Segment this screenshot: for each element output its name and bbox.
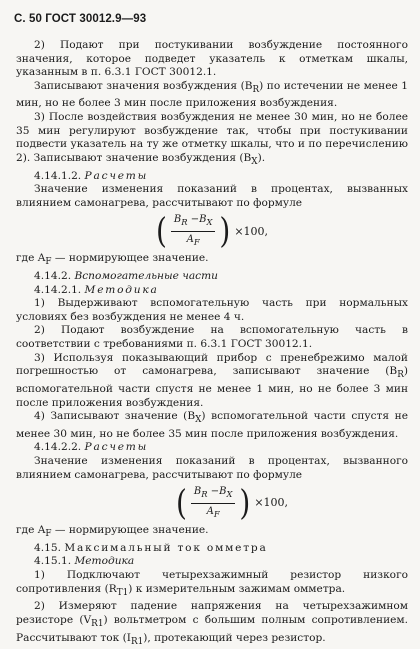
formula-2: ( $\frac{B_R -B_X}{A_F}$ ) ×100, [175,481,289,524]
right-paren: ) [239,481,251,524]
para-step-3: 3) После воздействия возбуждения не менее 30 мин, но не более 35 мин регулируют возбуждение так, чтобы при постукивании подвести указатель на ту же отметку шкалы, что и по перечислению 2). Записывают значение возбуждения $(B_X)$. [16,111,408,167]
para-aux-step-3: 3) Используя показывающий прибор с пренебрежимо малой погрешностью от самонагрева, записывают значение $(B_R)$ вспомогательной части спустя не менее 1 мин, но не более 3 мин после приложения возбуждения. [16,351,408,409]
para-calc-intro-1: Значение изменения показаний в процентах, вызванных влиянием самонагрева, рассчитывают по формуле [16,183,408,209]
section-4-15-1: 4.15.1. Методика [34,555,135,568]
para-aux-step-2: 2) Подают возбуждение на вспомогательную часть в соответствии с требованиями п. 6.3.1 ГОСТ 30012.1. [16,324,408,351]
left-paren: ( [155,210,167,252]
section-4-15: 4.15. Максимальный ток омметра [34,541,268,554]
para-aux-step-1: 1) Выдерживают вспомогательную часть при нормальных условиях без возбуждения не менее 4 ч. [16,297,408,323]
fraction-2: $\frac{B_R -B_X}{A_F}$ [191,485,236,521]
page-header: С. 50 ГОСТ 30012.9—93 [14,13,147,25]
para-aux-step-4: 4) Записывают значение $(B_X)$ вспомогательной части спустя не менее 30 мин, но не более 35 мин после приложения возбуждения. [16,410,408,440]
section-4-14-1-2: 4.14.1.2. Расчеты [34,169,149,182]
para-where-af-1: где $A_F$ — нормирующее значение. [16,252,209,268]
para-step-2: 2) Подают при постукивании возбуждение постоянного значения, которое подведет указатель к отметкам шкалы, указанным в п. 6.3.1 ГОСТ 30012.1. [16,39,408,79]
right-paren: ) [219,210,231,252]
section-4-14-2-1: 4.14.2.1. Методика [34,283,159,296]
left-paren: ( [175,481,187,524]
fraction-1: $\frac{B_R -B_X}{A_F}$ [171,213,216,249]
section-4-14-2: 4.14.2. Вспомогательные части [34,270,218,283]
document-body [16,39,408,649]
para-ohm-step-1: 1) Подключают четырехзажимный резистор низкого сопротивления $(R_{T1})$ к измерительным зажимам омметра. [16,569,408,598]
para-calc-intro-2: Значение изменения показаний в процентах, вызванного влиянием самонагрева, рассчитывают по формуле [16,454,408,481]
para-where-af-2: где $A_F$ — нормирующее значение. [16,524,209,540]
formula-1: ( $\frac{B_R -B_X}{A_F}$ ) ×100, [155,210,269,252]
section-4-14-2-2: 4.14.2.2. Расчеты [34,441,149,454]
para-record-br: Записывают значения возбуждения $(B_R)$ по истечении не менее 1 мин, но не более 3 мин после приложения возбуждения. [16,79,408,110]
para-ohm-step-2: 2) Измеряют падение напряжения на четырехзажимном резисторе $(V_{R1})$ вольтметром с большим полным сопротивлением. Рассчитывают ток $(I_{R1})$, протекающий через резистор. [16,600,409,647]
